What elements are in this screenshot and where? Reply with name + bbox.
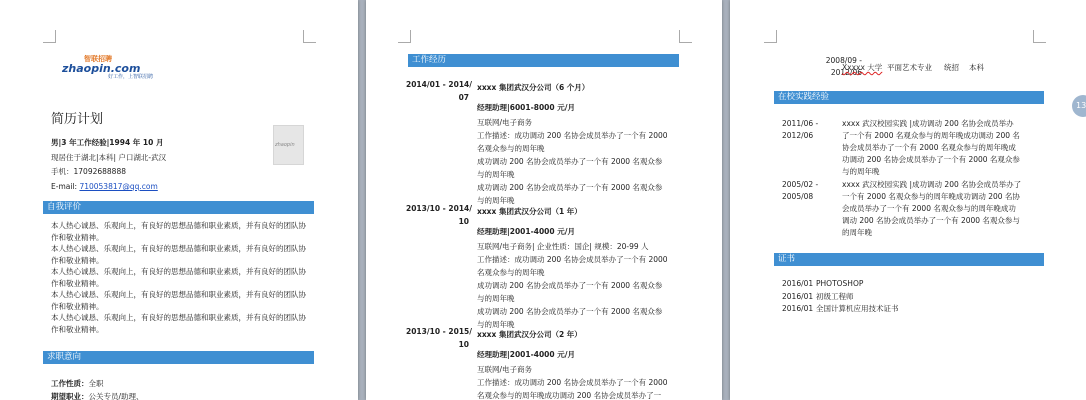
logo-chinese-text: 智联招聘 (84, 55, 112, 63)
certificate-date: 2016/01 (782, 291, 814, 301)
page-edge-widget[interactable]: 13 (1072, 95, 1086, 117)
certificate-date: 2016/01 (782, 304, 814, 313)
practice-date-start: 2005/02 - (782, 180, 819, 189)
education-date-end: 2012/06 (830, 68, 862, 77)
practice-date-start: 2011/06 - (782, 119, 819, 128)
practice-description-line: 一个有 2000 名观众参与的周年晚成功调动 200 名协 (842, 192, 1020, 201)
job-type-line (51, 378, 104, 390)
job-position: 经理助理|2001-4000 元/月 (477, 350, 575, 359)
practice-description-line: 了一个有 2000 名观众参与的周年晚成功调动 200 名 (842, 131, 1020, 140)
job-description-line: 互联网/电子商务 (477, 118, 533, 127)
phone-line: 手机：17092688888 (51, 167, 126, 176)
job-expect-value: 公关专员/助理、 (88, 392, 144, 400)
education-date-start: 2008/09 - (825, 56, 862, 65)
job-description-line: 与的周年晚 (477, 320, 515, 329)
job-date-start: 2013/10 - 2014/ (406, 204, 472, 213)
education-major: 平面艺术专业 (887, 63, 932, 72)
school-name: Xxxxx 大学 (842, 63, 883, 72)
crop-mark (398, 30, 411, 43)
job-description-line: 互联网/电子商务 (477, 365, 533, 374)
practice-description-line: 的周年晚 (842, 228, 872, 237)
job-date-end: 07 (458, 93, 469, 102)
crop-mark (43, 30, 56, 43)
job-description-line: 工作描述：成功调动 200 名协会成员举办了一个有 2000 (477, 378, 668, 387)
crop-mark (303, 30, 316, 43)
job-description-line: 与的周年晚 (477, 294, 515, 303)
resume-page-3 (730, 0, 1086, 400)
certificate-name: PHOTOSHOP (816, 279, 864, 288)
education-degree: 本科 (969, 63, 984, 72)
crop-mark (1033, 30, 1046, 43)
zhaopin-logo: zhaopin.com (62, 62, 141, 75)
work-experience-header: 工作经历 (408, 54, 679, 67)
self-evaluation-line: 本人热心诚恳、乐观向上，有良好的思想品德和职业素质，并有良好的团队协 (51, 244, 306, 253)
profile-photo (273, 125, 304, 165)
self-evaluation-line: 作和敬业精神。 (51, 232, 104, 242)
profile-summary: 男|3 年工作经验|1994 年 10 月 (51, 138, 164, 147)
job-type-value: 全职 (88, 379, 104, 388)
self-evaluation-line: 本人热心诚恳、乐观向上，有良好的思想品德和职业素质，并有良好的团队协 (51, 221, 306, 230)
email-line (51, 181, 158, 193)
logo-slogan: 好工作，上智联招聘 (108, 74, 154, 80)
job-description-line: 工作描述：成功调动 200 名协会成员举办了一个有 2000 (477, 255, 668, 264)
job-position: 经理助理|2001-4000 元/月 (477, 227, 575, 236)
practice-description-line: 协会成员举办了一个有 2000 名观众参与的周年晚成 (842, 143, 1016, 152)
resume-page-1 (0, 0, 358, 400)
practice-description-line: 与的周年晚 (842, 167, 880, 176)
resume-title: 简历计划 (51, 112, 104, 127)
job-description-line: 与的周年晚 (477, 196, 515, 205)
practice-description-line: xxxx 武汉校园实践 |成功调动 200 名协会成员举办 (842, 119, 1014, 128)
job-description-line: 成功调动 200 名协会成员举办了一个有 2000 名观众参 (477, 307, 663, 316)
education-type: 统招 (944, 63, 959, 72)
self-evaluation-line: 本人热心诚恳、乐观向上，有良好的思想品德和职业素质，并有良好的团队协 (51, 313, 306, 322)
crop-mark (679, 30, 692, 43)
job-date-end: 10 (458, 340, 469, 349)
self-evaluation-line: 作和敬业精神。 (51, 301, 104, 311)
self-evaluation-line: 作和敬业精神。 (51, 255, 104, 265)
practice-description-line: 调动 200 名协会成员举办了一个有 2000 名观众参与 (842, 216, 1020, 225)
email-label: E-mail: (51, 182, 80, 191)
location-line: 现居住于湖北|本科| 户口湖北-武汉 (51, 153, 167, 162)
certificate-name: 全国计算机应用技术证书 (816, 304, 899, 313)
job-description-line: 成功调动 200 名协会成员举办了一个有 2000 名观众参 (477, 157, 663, 166)
self-evaluation-header: 自我评价 (43, 201, 314, 214)
job-intent-header: 求职意向 (43, 351, 314, 364)
job-position: 经理助理|6001-8000 元/月 (477, 103, 575, 112)
practice-date-end: 2012/06 (782, 131, 814, 140)
resume-page-2 (366, 0, 722, 400)
crop-mark (764, 30, 777, 43)
self-evaluation-line: 本人热心诚恳、乐观向上，有良好的思想品德和职业素质，并有良好的团队协 (51, 290, 306, 299)
job-description-line: 工作描述：成功调动 200 名协会成员举办了一个有 2000 (477, 131, 668, 140)
job-description-line: 互联网/电子商务| 企业性质：国企| 规模：20-99 人 (477, 242, 649, 251)
self-evaluation-line: 作和敬业精神。 (51, 324, 104, 334)
job-description-line: 与的周年晚 (477, 170, 515, 179)
job-description-line: 成功调动 200 名协会成员举办了一个有 2000 名观众参 (477, 183, 663, 192)
self-evaluation-line: 本人热心诚恳、乐观向上，有良好的思想品德和职业素质，并有良好的团队协 (51, 267, 306, 276)
self-evaluation-line: 作和敬业精神。 (51, 278, 104, 288)
job-description-line: 名观众参与的周年晚 (477, 144, 545, 153)
job-expect-label: 期望职业： (51, 392, 89, 400)
job-company: xxxx 集团武汉分公司（1 年） (477, 207, 582, 216)
job-type-label: 工作性质： (51, 379, 89, 388)
email-link[interactable]: 710053817@qq.com (79, 182, 158, 191)
certificates-header: 证书 (774, 253, 1044, 266)
job-description-line: 名观众参与的周年晚 (477, 268, 545, 277)
job-company: xxxx 集团武汉分公司（2 年） (477, 330, 582, 339)
job-company: xxxx 集团武汉分公司（6 个月） (477, 83, 590, 92)
practice-description-line: 功调动 200 名协会成员举办了一个有 2000 名观众参 (842, 155, 1020, 164)
certificate-date: 2016/01 (782, 279, 814, 288)
job-expect-line (51, 391, 144, 400)
practice-description-line: xxxx 武汉校园实践 |成功调动 200 名协会成员举办了 (842, 180, 1022, 189)
campus-practice-header: 在校实践经验 (774, 91, 1044, 104)
job-description-line: 成功调动 200 名协会成员举办了一个有 2000 名观众参 (477, 281, 663, 290)
education-school (842, 62, 882, 74)
job-description-line: 名观众参与的周年晚成功调动 200 名协会成员举办了一 (477, 391, 662, 400)
certificate-name: 初级工程师 (816, 291, 854, 301)
practice-date-end: 2005/08 (782, 192, 814, 201)
practice-description-line: 会成员举办了一个有 2000 名观众参与的周年晚成功 (842, 204, 1016, 213)
job-date-start: 2013/10 - 2015/ (406, 327, 472, 336)
job-date-end: 10 (458, 217, 469, 226)
job-date-start: 2014/01 - 2014/ (406, 80, 472, 89)
photo-watermark: zhaopin (275, 142, 295, 148)
